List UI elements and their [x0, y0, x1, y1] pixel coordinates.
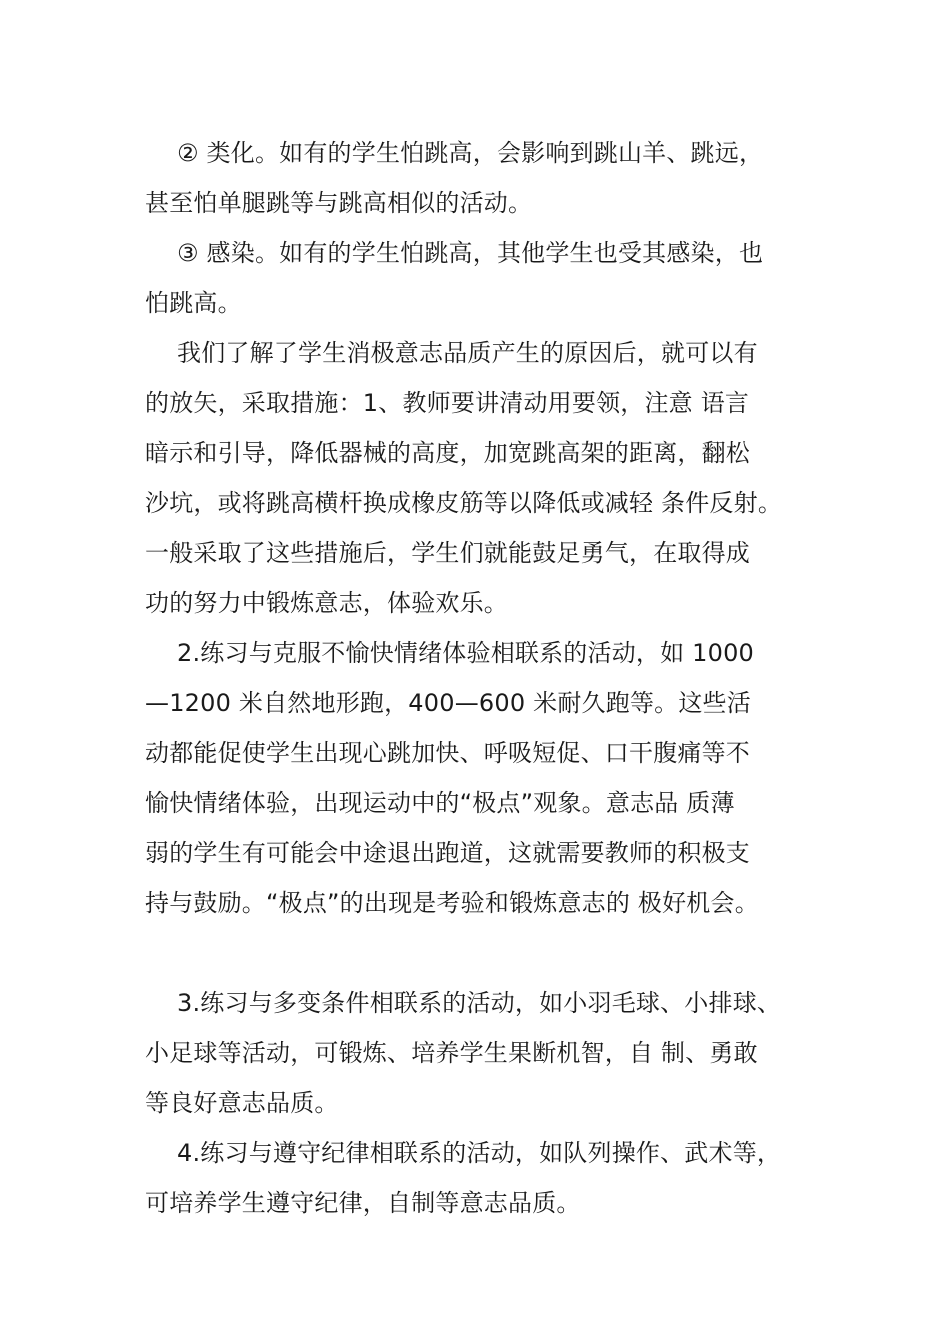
paragraph-item-2: [145, 628, 835, 928]
text-line: 甚至怕单腿跳等与跳高相似的活动。: [145, 189, 533, 217]
text-line: 4.练习与遵守纪律相联系的活动，如队列操作、武术等，: [177, 1139, 782, 1167]
text-line: ③ 感染。如有的学生怕跳高，其他学生也受其感染，也: [177, 239, 764, 267]
text-line: 动都能促使学生出现心跳加快、呼吸短促、口干腹痛等不: [145, 739, 750, 767]
text-line: 等良好意志品质。: [145, 1089, 339, 1117]
text-line: 沙坑，或将跳高横杆换成橡皮筋等以降低或减轻 条件反射。: [145, 489, 783, 517]
text-line: 3.练习与多变条件相联系的活动，如小羽毛球、小排球、: [177, 989, 782, 1017]
text-line: 2.练习与克服不愉快情绪体验相联系的活动，如 1000: [177, 639, 755, 667]
text-line: ② 类化。如有的学生怕跳高，会影响到跳山羊、跳远，: [177, 139, 764, 167]
text-line: 一般采取了这些措施后，学生们就能鼓足勇气，在取得成: [145, 539, 750, 567]
paragraph-measures: [145, 328, 835, 628]
text-line: 可培养学生遵守纪律，自制等意志品质。: [145, 1189, 581, 1217]
paragraph-spacer: [145, 928, 835, 978]
document-body: [145, 128, 835, 1228]
paragraph-item-4: [145, 1128, 835, 1228]
text-line: 持与鼓励。“极点”的出现是考验和锻炼意志的 极好机会。: [145, 889, 759, 917]
text-line: 功的努力中锻炼意志，体验欢乐。: [145, 589, 508, 617]
text-line: 小足球等活动，可锻炼、培养学生果断机智，自 制、勇敢: [145, 1039, 758, 1067]
paragraph-contagion: [145, 228, 835, 328]
text-line: 怕跳高。: [145, 289, 242, 317]
paragraph-generalization: [145, 128, 835, 228]
paragraph-item-3: [145, 978, 835, 1128]
text-line: 愉快情绪体验，出现运动中的“极点”观象。意志品 质薄: [145, 789, 735, 817]
text-line: 的放矢，采取措施：1、教师要讲清动用要领，注意 语言: [145, 389, 750, 417]
text-line: —1200 米自然地形跑，400—600 米耐久跑等。这些活: [145, 689, 751, 717]
text-line: 暗示和引导，降低器械的高度，加宽跳高架的距离，翻松: [145, 439, 750, 467]
text-line: 我们了解了学生消极意志品质产生的原因后，就可以有: [177, 339, 758, 367]
text-line: 弱的学生有可能会中途退出跑道，这就需要教师的积极支: [145, 839, 750, 867]
